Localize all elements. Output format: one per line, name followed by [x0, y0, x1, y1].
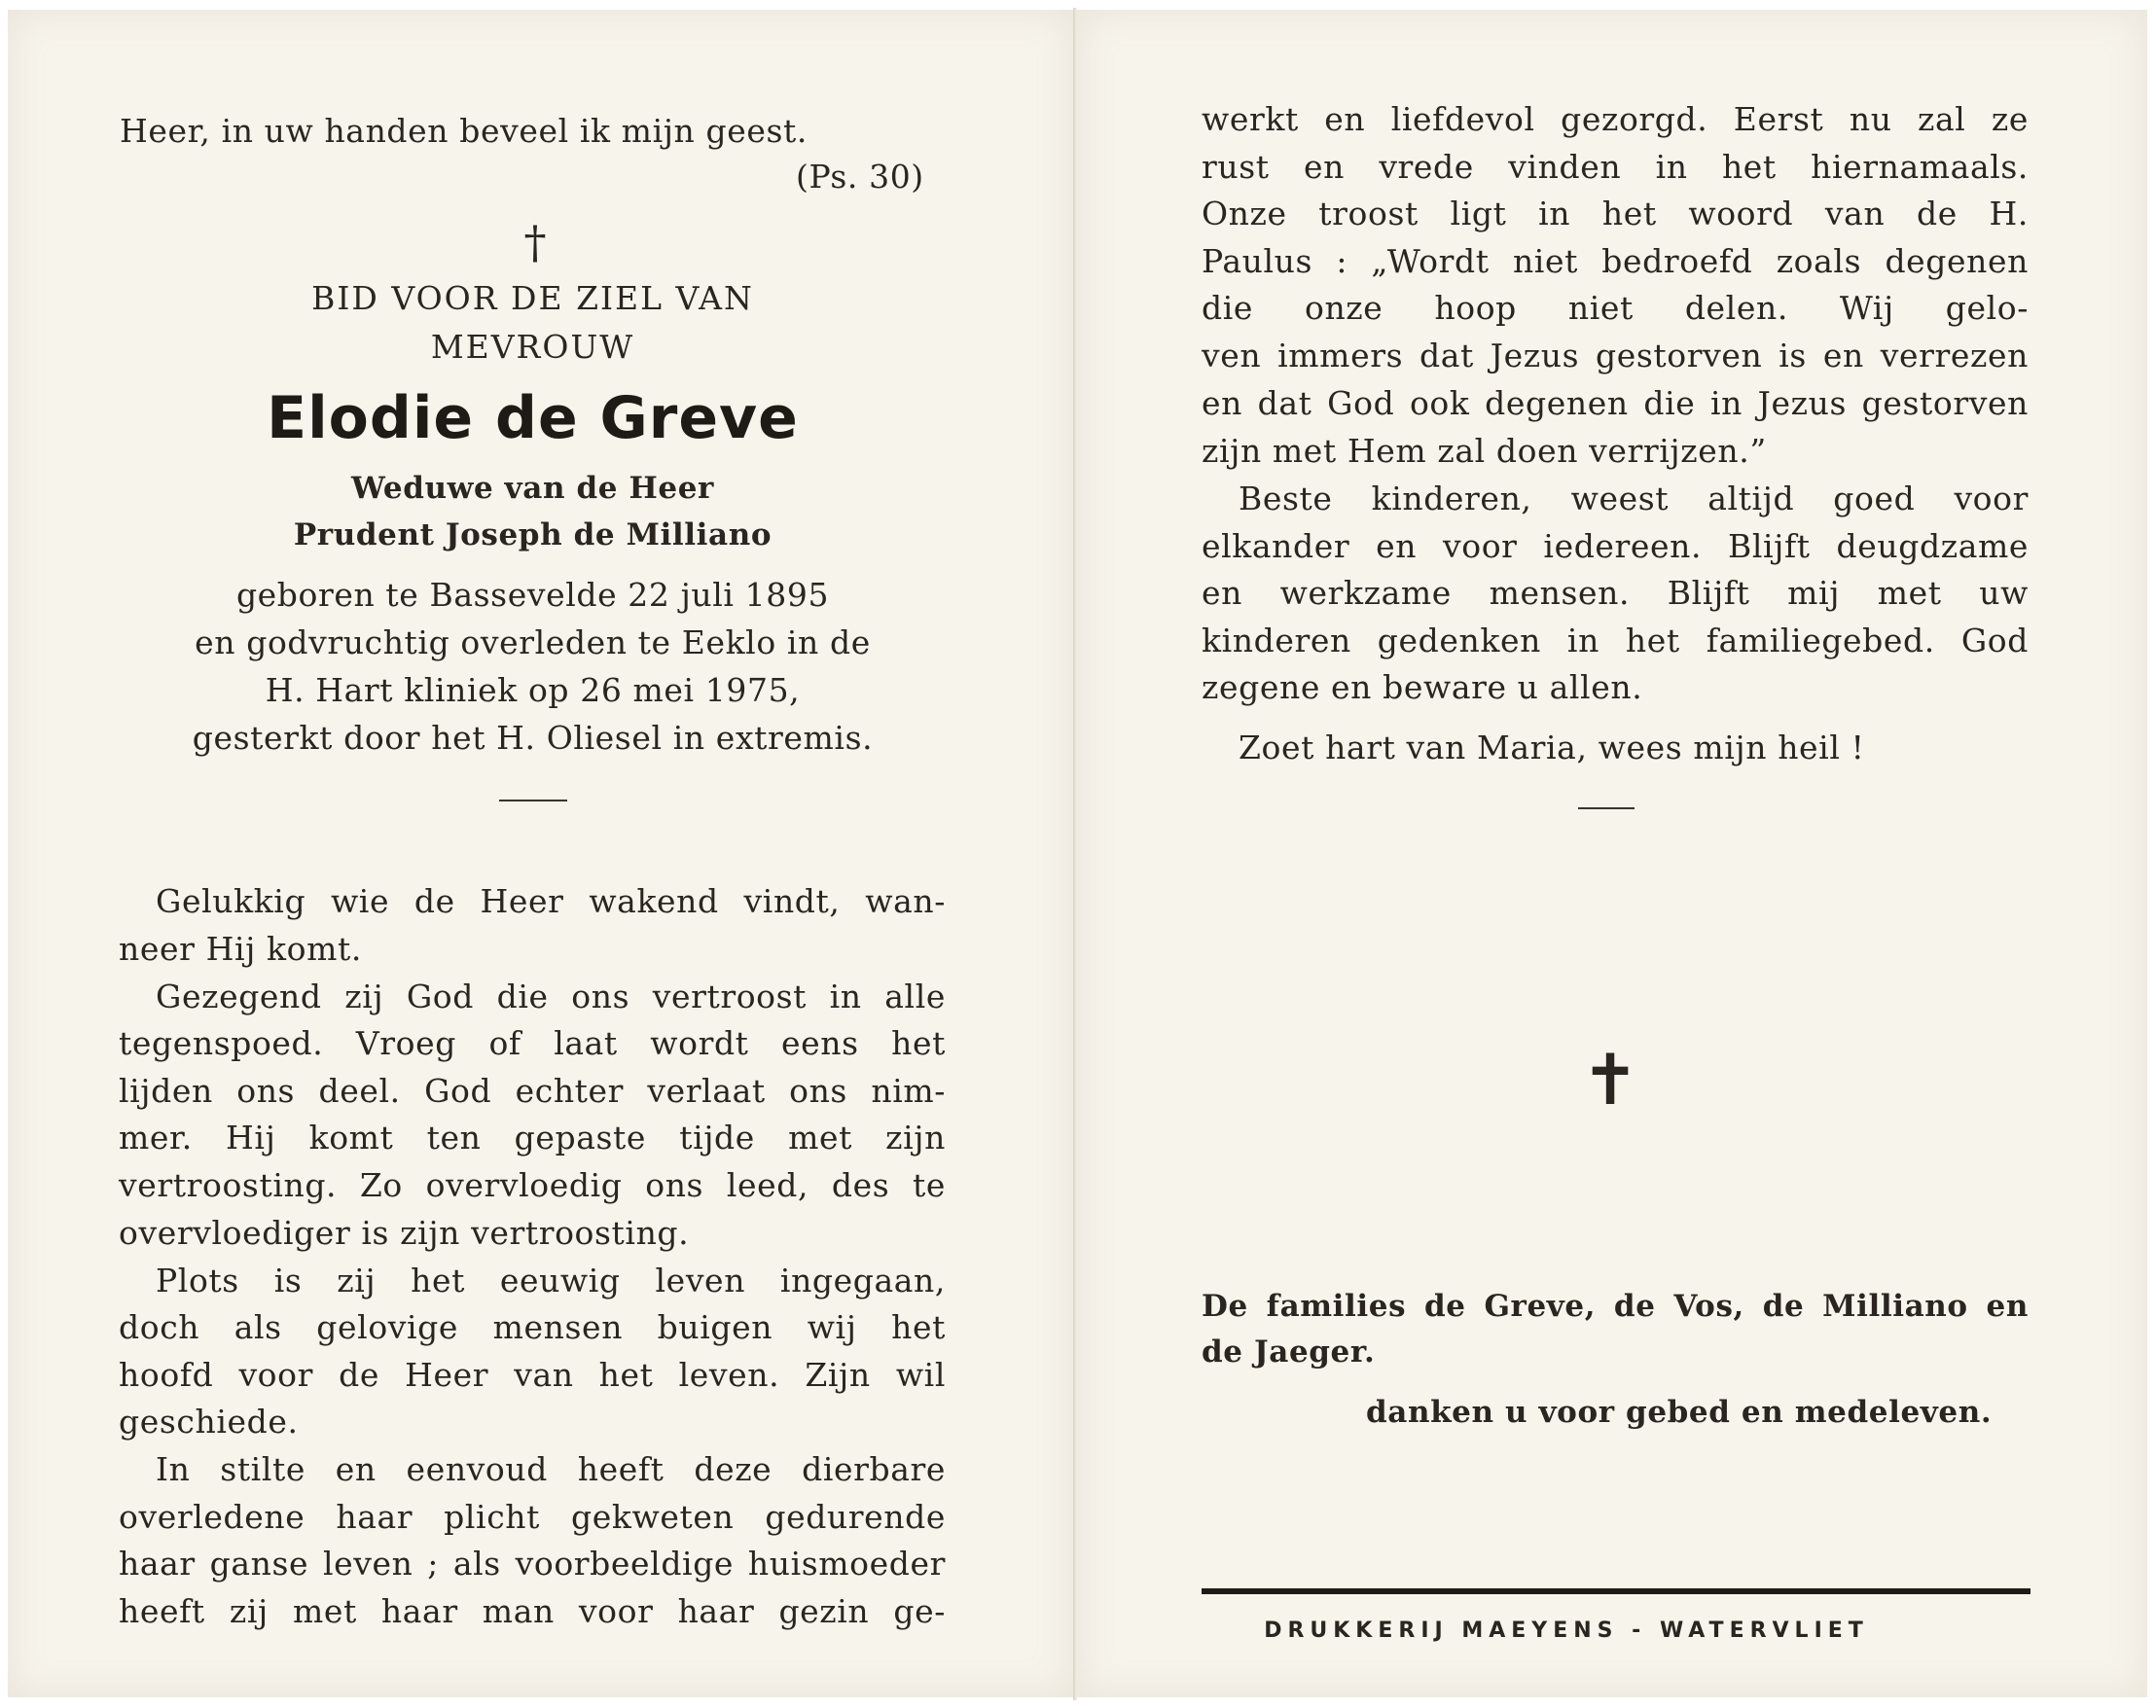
- divider: [1578, 807, 1635, 809]
- bio-line: en godvruchtig overleden te Eeklo in de: [195, 623, 871, 661]
- thanks-line: danken u voor gebed en medeleven.: [1366, 1395, 1993, 1430]
- prayer-heading: BID VOOR DE ZIEL VAN: [311, 279, 754, 317]
- bio-line: geboren te Bassevelde 22 juli 1895: [235, 576, 830, 614]
- text-line: doch als gelovige mensen buigen wij het: [119, 1308, 946, 1346]
- text-line: haar ganse leven ; als voorbeeldige huismoeder: [119, 1545, 946, 1583]
- text-line: hoofd voor de Heer van het leven. Zijn wil: [119, 1356, 946, 1394]
- text-line: overvloediger is zijn vertroosting.: [119, 1214, 690, 1252]
- cross-icon: ✝: [1580, 1039, 1640, 1121]
- text-line: Plots is zij het eeuwig leven ingegaan,: [156, 1262, 946, 1299]
- bio-line: gesterkt door het H. Oliesel in extremis.: [192, 719, 874, 757]
- families-line: De families de Greve, de Vos, de Milliano en: [1202, 1289, 2029, 1324]
- text-line: Paulus : „Wordt niet bedroefd zoals degenen: [1202, 242, 2029, 280]
- motto: Heer, in uw handen beveel ik mijn geest.: [120, 112, 808, 150]
- text-line: overledene haar plicht gekweten gedurende: [119, 1498, 946, 1536]
- printer-credit: DRUKKERIJ MAEYENS - WATERVLIET: [1264, 1619, 1869, 1643]
- text-line: zijn met Hem zal doen verrijzen.”: [1202, 432, 1767, 470]
- text-line: die onze hoop niet delen. Wij gelo-: [1202, 289, 2029, 327]
- text-line: en dat God ook degenen die in Jezus gestorven: [1202, 384, 2029, 422]
- text-line: heeft zij met haar man voor haar gezin ge-: [119, 1592, 946, 1630]
- text-line: rust en vrede vinden in het hiernamaals.: [1202, 148, 2029, 186]
- text-line: zegene en beware u allen.: [1202, 668, 1643, 706]
- divider: [499, 800, 567, 801]
- text-line: werkt en liefdevol gezorgd. Eerst nu zal ze: [1202, 100, 2029, 138]
- text-line: lijden ons deel. God echter verlaat ons nim-: [119, 1072, 946, 1110]
- text-line: vertroosting. Zo overvloedig ons leed, des te: [119, 1166, 946, 1204]
- text-line: neer Hij komt.: [119, 930, 362, 968]
- text-line: Beste kinderen, weest altijd goed voor: [1239, 480, 2029, 517]
- families-line: de Jaeger.: [1202, 1334, 1376, 1370]
- text-line: en werkzame mensen. Blijft mij met uw: [1202, 574, 2029, 612]
- card-fold: [1073, 8, 1077, 1700]
- text-line: tegenspoed. Vroeg of laat wordt eens het: [119, 1024, 946, 1062]
- text-line: mer. Hij komt ten gepaste tijde met zijn: [119, 1119, 946, 1156]
- bio-line: H. Hart kliniek op 26 mei 1975,: [265, 671, 801, 709]
- deceased-name: Elodie de Greve: [267, 384, 799, 452]
- widow-of: Weduwe van de Heer: [351, 471, 714, 506]
- closing-prayer: Zoet hart van Maria, wees mijn heil !: [1239, 729, 1865, 766]
- bottom-rule: [1202, 1588, 2030, 1594]
- title-mevrouw: MEVROUW: [430, 328, 635, 366]
- text-line: kinderen gedenken in het familiegebed. God: [1202, 622, 2029, 659]
- text-line: Gelukkig wie de Heer wakend vindt, wan-: [156, 882, 946, 920]
- text-line: In stilte en eenvoud heeft deze dierbare: [156, 1450, 946, 1488]
- text-line: Gezegend zij God die ons vertroost in alle: [156, 978, 946, 1015]
- small-cross-icon: †: [523, 216, 547, 268]
- text-line: elkander en voor iedereen. Blijft deugdzame: [1202, 527, 2029, 565]
- text-line: Onze troost ligt in het woord van de H.: [1202, 195, 2029, 232]
- psalm-reference: (Ps. 30): [796, 158, 924, 196]
- husband-name: Prudent Joseph de Milliano: [293, 517, 773, 552]
- text-line: geschiede.: [119, 1403, 299, 1441]
- text-line: ven immers dat Jezus gestorven is en verrezen: [1202, 337, 2029, 374]
